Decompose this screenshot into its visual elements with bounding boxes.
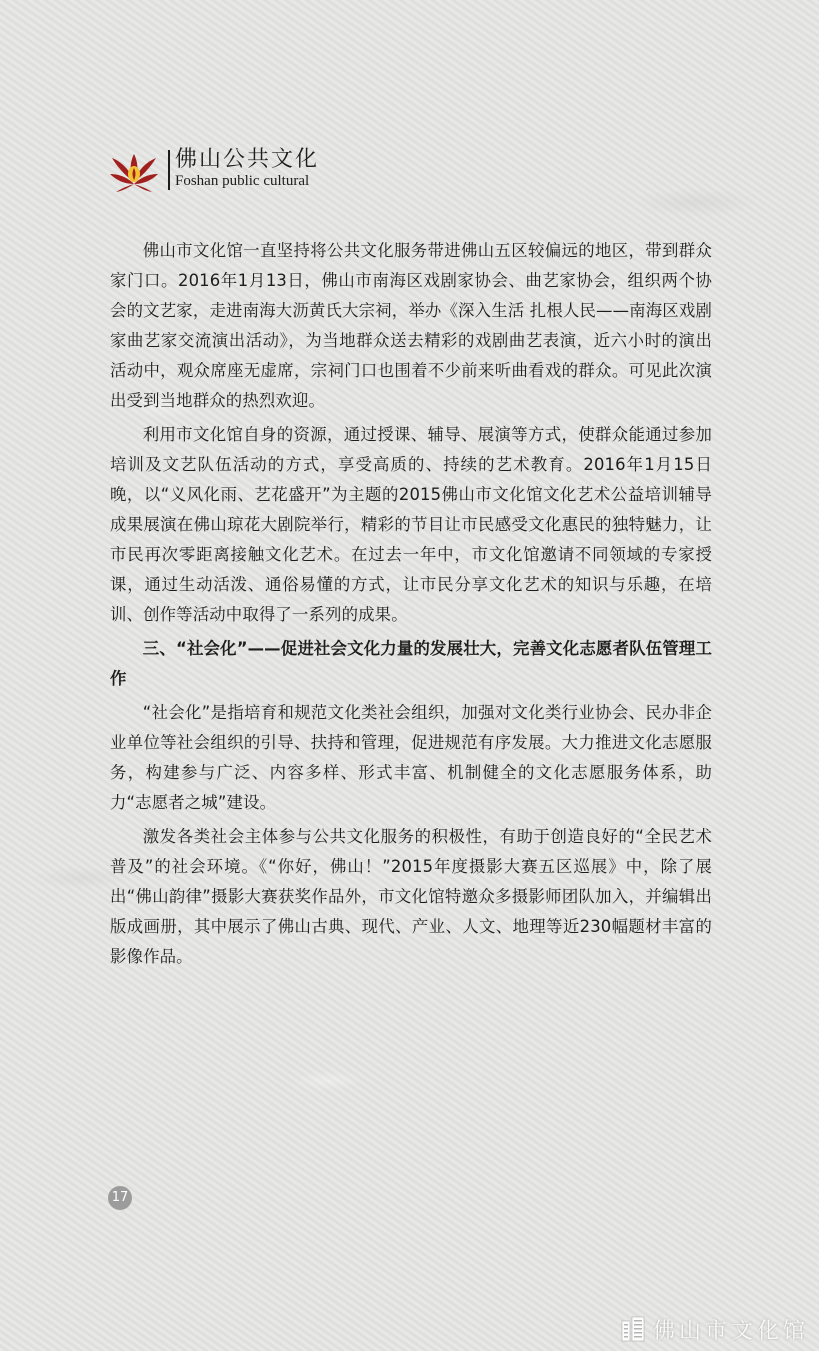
watermark [619,1312,809,1346]
paragraph-2: 利用市文化馆自身的资源，通过授课、辅导、展演等方式，使群众能通过参加培训及文艺队伍活动的方式，享受高质的、持续的艺术教育。2016年1月15日晚，以“义风化雨、艺花盛开”为主题的2015佛山市文化馆文化艺术公益培训辅导成果展演在佛山琼花大剧院举行，精彩的节目让市民感受文化惠民的独特魅力，让市民再次零距离接触文化艺术。在过去一年中，市文化馆邀请不同领域的专家授课，通过生动活泼、通俗易懂的方式，让市民分享文化艺术的知识与乐趣，在培训、创作等活动中取得了一系列的成果。 [110,425,712,624]
page-number-badge: 17 [108,1186,132,1210]
paragraph-4: 激发各类社会主体参与公共文化服务的积极性，有助于创造良好的“全民艺术普及”的社会环境。《“你好，佛山！”2015年度摄影大赛五区巡展》中，除了展出“佛山韵律”摄影大赛获奖作品外，市文化馆特邀众多摄影师团队加入，并编辑出版成画册，其中展示了佛山古典、现代、产业、人文、地理等近230幅题材丰富的影像作品。 [110,827,712,966]
paragraph-3: “社会化”是指培育和规范文化类社会组织，加强对文化类行业协会、民办非企业单位等社会组织的引导、扶持和管理，促进规范有序发展。大力推进文化志愿服务，构建参与广泛、内容多样、形式丰富、机制健全的文化志愿服务体系，助力“志愿者之城”建设。 [110,703,712,812]
header-divider [168,150,170,190]
red-lotus-emblem-icon [108,150,160,194]
section-heading: 三、“社会化”——促进社会文化力量的发展壮大，完善文化志愿者队伍管理工作 [110,639,712,688]
article-body [110,236,712,976]
building-icon [619,1315,647,1343]
page-header [108,146,368,194]
brand-title-english: Foshan public cultural [175,173,310,189]
brand-title-chinese: 佛山公共文化 [175,147,320,172]
watermark-text: 佛山市文化馆 [652,1318,809,1344]
paragraph-1: 佛山市文化馆一直坚持将公共文化服务带进佛山五区较偏远的地区，带到群众家门口。2016年1月13日，佛山市南海区戏剧家协会、曲艺家协会，组织两个协会的文艺家，走进南海大沥黄氏大宗祠，举办《深入生活 扎根人民——南海区戏剧家曲艺家交流演出活动》，为当地群众送去精彩的戏剧曲艺表演，近六小时的演出活动中，观众席座无虚席，宗祠门口也围着不少前来听曲看戏的群众。可见此次演出受到当地群众的热烈欢迎。 [110,241,712,410]
